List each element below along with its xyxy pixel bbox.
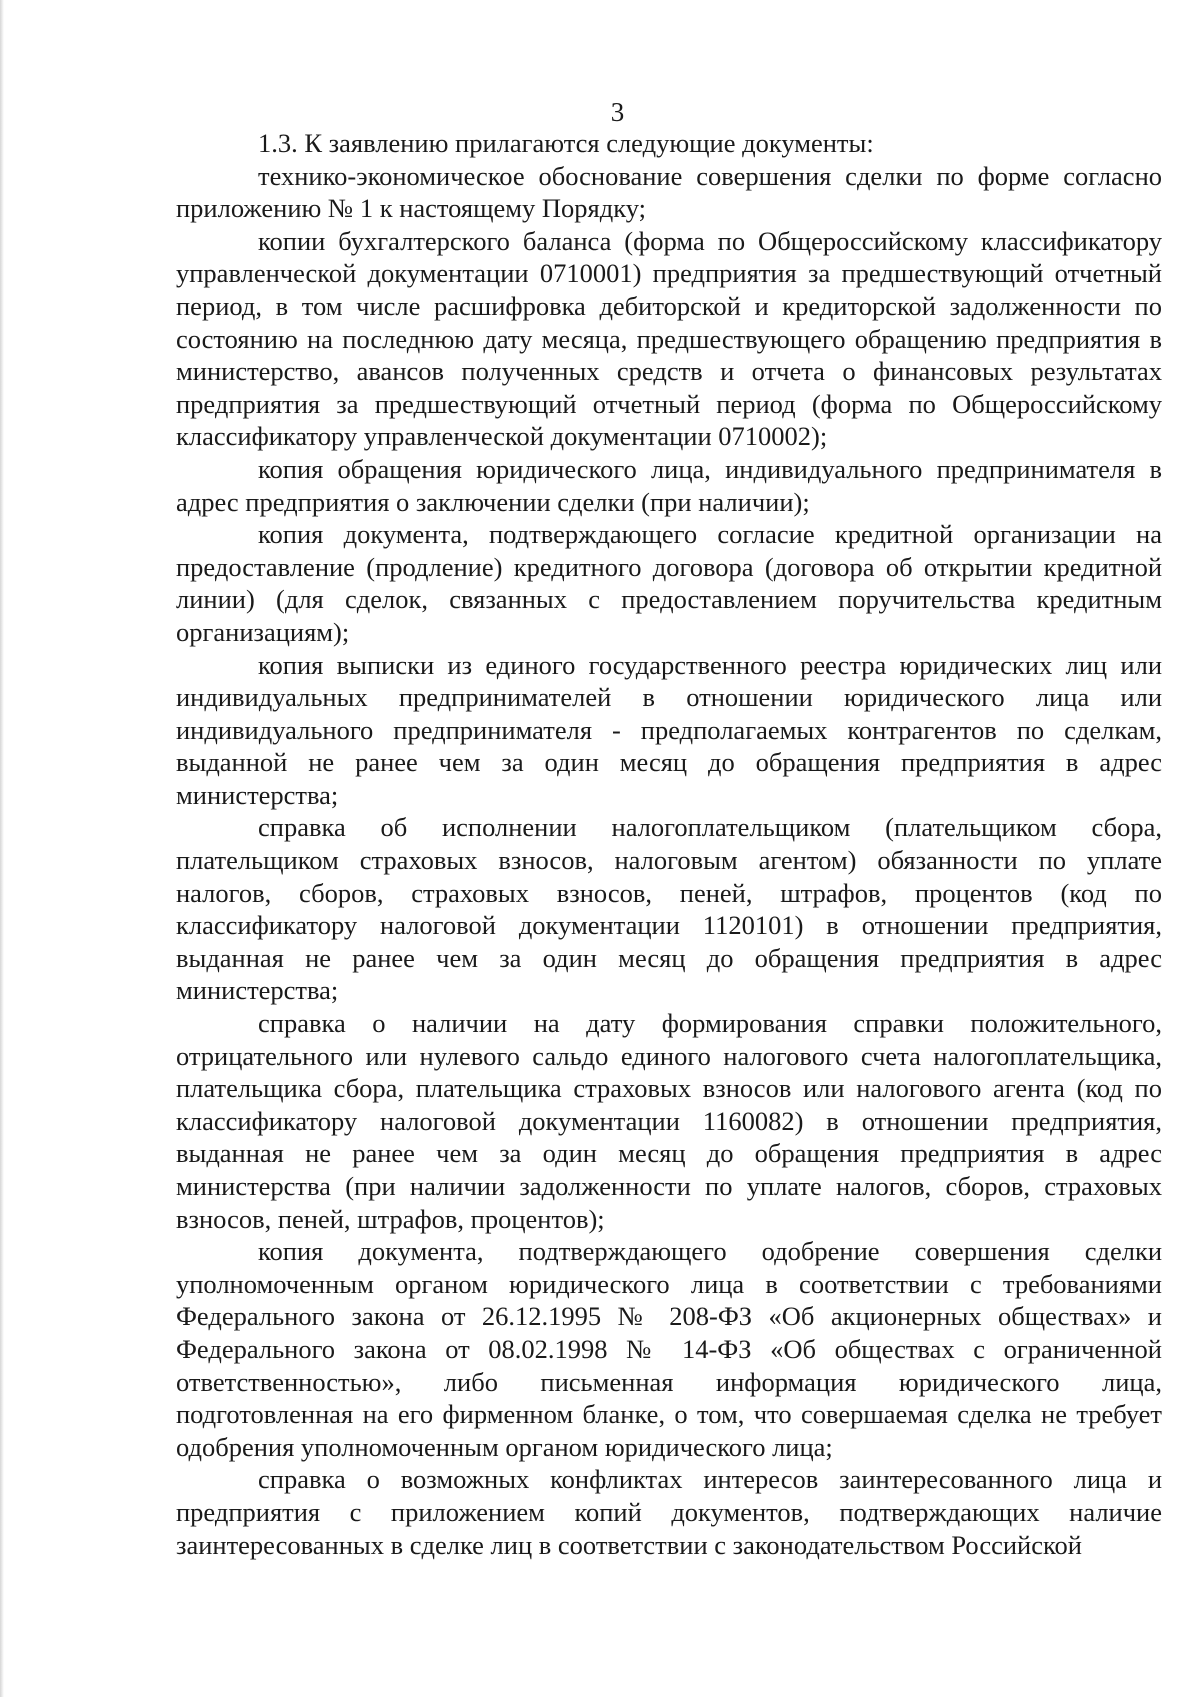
paragraph-credit-consent-copy: копия документа, подтверждающего согласие кредитной организации на предоставление (продление) кредитного договора (договора об открытии кредитной линии) (для сделок, связанных с предоставлением поручительства кредитным организациям); (176, 519, 1162, 647)
paragraph-tax-obligation-certificate: справка об исполнении налогоплательщиком (плательщиком сбора, плательщиком страховых взносов, налоговым агентом) обязанности по уплате налогов, сборов, страховых взносов, пеней, штрафов, процентов (код по классификатору налоговой документации 1120101) в отношении предприятия, выданная не ранее чем за один месяц до обращения предприятия в адрес министерства; (176, 812, 1162, 1006)
document-body (176, 127, 1162, 1561)
paragraph-tax-balance-certificate: справка о наличии на дату формирования справки положительного, отрицательного или нулевого сальдо единого налогового счета налогоплательщика, плательщика сбора, плательщика страховых взносов или налогового агента (код по классификатору налоговой документации 1160082) в отношении предприятия, выданная не ранее чем за один месяц до обращения предприятия в адрес министерства (при наличии задолженности по уплате налогов, сборов, страховых взносов, пеней, штрафов, процентов); (176, 1008, 1162, 1234)
paragraph-appeal-copy: копия обращения юридического лица, индивидуального предпринимателя в адрес предприятия о заключении сделки (при наличии); (176, 453, 1162, 517)
paragraph-conflict-of-interest-certificate: справка о возможных конфликтах интересов заинтересованного лица и предприятия с приложением копий документов, подтверждающих наличие заинтересованных в сделке лиц в соответствии с законодательством Российской (176, 1464, 1162, 1560)
paragraph-registry-extract-copy: копия выписки из единого государственного реестра юридических лиц или индивидуальных предпринимателей в отношении юридического лица или индивидуального предпринимателя - предполагаемых контрагентов по сделкам, выданной не ранее чем за один месяц до обращения предприятия в адрес министерства; (176, 649, 1162, 810)
scan-edge (0, 0, 4, 1697)
paragraph-balance-sheet-copies: копии бухгалтерского баланса (форма по Общероссийскому классификатору управленческой документации 0710001) предприятия за предшествующий отчетный период, в том числе расшифровка дебиторской и кредиторской задолженности по состоянию на последнюю дату месяца, предшествующего обращению предприятия в министерство, авансов полученных средств и отчета о финансовых результатах предприятия за предшествующий отчетный период (форма по Общероссийскому классификатору управленческой документации 0710002); (176, 225, 1162, 452)
page-number: 3 (610, 97, 625, 127)
paragraph-transaction-approval-copy: копия документа, подтверждающего одобрение совершения сделки уполномоченным органом юридического лица в соответствии с требованиями Федерального закона от 26.12.1995 № 208-ФЗ «Об акционерных обществах» и Федерального закона от 08.02.1998 № 14-ФЗ «Об обществах с ограниченной ответственностью», либо письменная информация юридического лица, подготовленная на его фирменном бланке, о том, что совершаемая сделка не требует одобрения уполномоченным органом юридического лица; (176, 1236, 1162, 1462)
paragraph-1-3-heading: 1.3. К заявлению прилагаются следующие документы: (258, 128, 874, 158)
paragraph-feasibility-study: технико-экономическое обоснование совершения сделки по форме согласно приложению № 1 к настоящему Порядку; (176, 160, 1162, 224)
